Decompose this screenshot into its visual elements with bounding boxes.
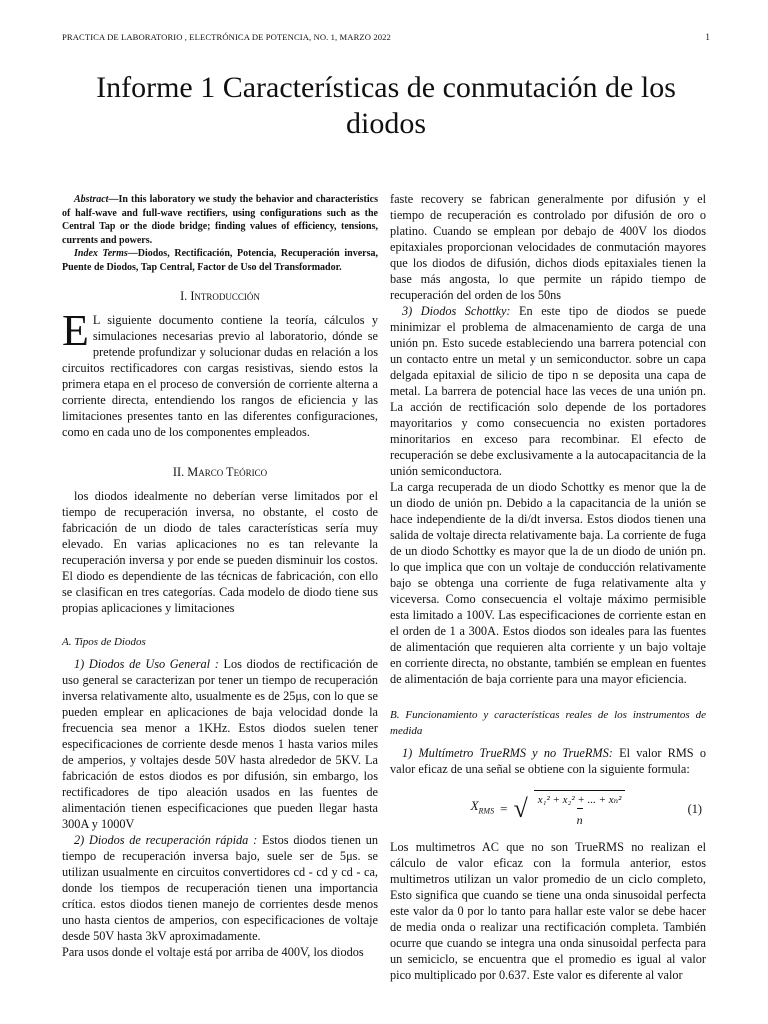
abstract bbox=[62, 193, 378, 247]
equals-sign: = bbox=[500, 801, 508, 816]
paragraph-heading: 1) Multímetro TrueRMS y no TrueRMS: bbox=[402, 746, 613, 760]
page-number: 1 bbox=[705, 32, 710, 42]
running-head bbox=[62, 32, 710, 42]
section-title: Introducción bbox=[190, 289, 260, 303]
section-heading-marco-teorico bbox=[62, 464, 378, 480]
index-terms bbox=[62, 247, 378, 274]
diodos-recuperacion-rapida-paragraph bbox=[62, 832, 378, 944]
section-title: Marco Teórico bbox=[187, 465, 268, 479]
schottky-paragraph bbox=[390, 303, 706, 479]
marco-paragraph: los diodos idealmente no deberían verse limitados por el tiempo de recuperación inversa, no obstante, el costo de fabricación de un diodo de tales características sería muy elevado. En varias aplicaciones no es tan relevante la recuperación inversa y por ende se pueden disminuir los costos. El diodo es dependiente de las técnicas de fabricación, con ello se clasifican en tres categorías. Cada modelo de diodo tiene sus propias aplicaciones y limitaciones bbox=[62, 489, 378, 615]
intro-text: L siguiente documento contiene la teoría, cálculos y simulaciones necesarias previo al laboratorio, dónde se pretende profundizar y solucionar dudas en relación a los circuitos rectificadores con cargas resistivas, siendo estos la primera etapa en el proceso de conversión de corriente alterna a corriente directa, entendiendo los rangos de eficiencia y las limitaciones presentes tanto en las diferentes configuraciones, como en cada uno de los componentes empleados. bbox=[62, 313, 378, 439]
equation-lhs: $X_{RMS}$ bbox=[470, 798, 495, 816]
right-column bbox=[390, 191, 706, 983]
left-column bbox=[62, 193, 378, 960]
abstract-text: —In this laboratory we study the behavior and characteristics of half-wave and full-wave rectifiers, using configurations such as the Central Tap or the diode bridge; finding values of efficiency, tensions, currents and powers. bbox=[62, 194, 378, 246]
subsection-heading-tipos: A. Tipos de Diodos bbox=[62, 636, 146, 648]
equation-numerator: x₁² + x₂² + ... + xₙ² bbox=[534, 790, 626, 808]
paragraph-text: Estos diodos tienen un tiempo de recuperación inversa bajo, suele ser de 5μs. se utilizan usualmente en circuitos convertidores cd - cd y cd - ca, donde los tiempos de recuperación tienen una importancia crítica. estos diodos tienen manejo de corrientes desde menos uno hasta cientos de amperios, con especificaciones de voltaje desde 50V hasta 3kV aproximadamente. bbox=[62, 833, 378, 943]
equation-number: (1) bbox=[687, 802, 702, 816]
equation-body bbox=[471, 790, 626, 828]
paragraph-text: En este tipo de diodos se puede minimizar el problema de almacenamiento de carga de una unión pn. Esto sucede estableciendo una barrera potencial con un contacto entre un metal y un semiconductor. sobre un capa delgada epitaxial de silicio de tipo n se deposita una capa de metal. La barrera de potencial hace las veces de una unión pn. La acción de rectificación solo depende de los portadores mayoritarios y como consecuencia no existen portadores minoritarios en exceso para recombinar. El efecto de recuperación se debe exclusivamente a la autocapacitancia de la unión semiconductora. bbox=[390, 304, 706, 478]
paragraph-text: El valor RMS o valor eficaz de una señal se obtiene con la siguiente formula: bbox=[390, 746, 706, 776]
running-head-text: PRACTICA DE LABORATORIO , ELECTRÓNICA DE POTENCIA, NO. 1, MARZO 2022 bbox=[62, 32, 391, 42]
index-terms-label: Index Terms bbox=[74, 248, 128, 259]
section-heading-introduccion bbox=[62, 288, 378, 304]
section-number: I. bbox=[180, 289, 188, 303]
equation-lhs-subscript: RMS bbox=[478, 806, 495, 816]
index-terms-text: —Diodos, Rectificación, Potencia, Recuperación inversa, Puente de Diodos, Tap Central, Factor de Uso del Transformador. bbox=[62, 248, 378, 273]
fast-recovery-continuation: faste recovery se fabrican generalmente por difusión y el tiempo de recuperación es controlado por difusión de oro o platino. Cuando se emplean por debajo de 400V los diodos epitaxiales proporcionan velocidades de conmutación mayores que los diodos de difusión, dichos diods epitaxiales tienen la base más angosta, lo que permite un rápido tiempo de recuperación del orden de los 50ns bbox=[390, 192, 706, 302]
truerms-explanation: Los multimetros AC que no son TrueRMS no realizan el cálculo de valor eficaz con la formula anterior, estos multimetros utilizan un valor promedio de un ciclo completo, Esto significa que cuando se tiene una onda sinusoidal perfecta este valor da 0 por lo tanto para hallar este valor se debe hacer de media onda o realizar una rectificación completa. También ocurre que cuando se integra una onda sinusoidal perfecta para un semiciclo, se encuentra que el promedio es igual al valor pico multiplicado por 0.637. Este valor es diferente al valor bbox=[390, 840, 706, 982]
intro-paragraph bbox=[62, 306, 378, 440]
subsection-heading-instrumentos: B. Funcionamiento y características reales de los instrumentos de medida bbox=[390, 709, 706, 737]
paragraph-heading: 3) Diodos Schottky: bbox=[402, 304, 511, 318]
drop-cap: E bbox=[62, 306, 89, 355]
continuation-paragraph: Para usos donde el voltaje está por arriba de 400V, los diodos bbox=[62, 945, 364, 959]
paragraph-text: Los diodos de rectificación de uso general se caracterizan por tener un tiempo de recuperación inversa relativamente alto, usualmente es de 25μs, con lo que se pueden emplear en aplicaciones de baja velocidad donde la frecuencia sea menor a 1KHz. Estos diodos suelen tener especificaciones de corriente desde menos 1 hasta varios miles de amperios, y voltajes desde 50V hasta alrededor de 5KV. La fabricación de estos diodos es por difusión, sin embargo, los rectificadores de tipo aleación usados en las fuentes de alimentación tienen especificaciones que pueden llegar hasta 300A y 1000V bbox=[62, 657, 378, 831]
abstract-label: Abstract bbox=[74, 194, 109, 205]
paper-title: Informe 1 Características de conmutación de los diodos bbox=[96, 71, 676, 140]
paragraph-heading: 1) Diodos de Uso General : bbox=[74, 657, 219, 671]
sqrt-sign-icon: √ bbox=[513, 794, 528, 823]
section-number: II. bbox=[172, 465, 185, 479]
truerms-paragraph bbox=[390, 745, 706, 777]
schottky-paragraph-2: La carga recuperada de un diodo Schottky es menor que la de un diodo de unión pn. Debido a la capacitancia de la unión se hace independiente de la di/dt inversa. Estos diodos tienen una salida de voltaje directa relativamente baja. La corriente de fuga de un diodo Schottky es mayor que la de un diodo de unión pn. lo que implica que con un voltaje de conducción relativamente bajo se obtenga una corriente de fuga relativamente alta y viceversa. Como consecuencia el voltaje máximo permisible esta limitado a 100V. Las especificaciones de corriente estan en el orden de 1 a 300A. Estos diodos son ideales para las fuentes de alimentación que requieren alta corriente y un bajo voltaje en corriente directa, no obstante, también se emplean en fuentes de alimentación de baja corriente para una mayor eficiencia. bbox=[390, 480, 706, 686]
paragraph-heading: 2) Diodos de recuperación rápida : bbox=[74, 833, 258, 847]
equation-denominator: n bbox=[577, 808, 583, 828]
diodos-uso-general-paragraph bbox=[62, 656, 378, 832]
rms-equation bbox=[390, 781, 706, 837]
equation-fraction bbox=[534, 790, 626, 828]
